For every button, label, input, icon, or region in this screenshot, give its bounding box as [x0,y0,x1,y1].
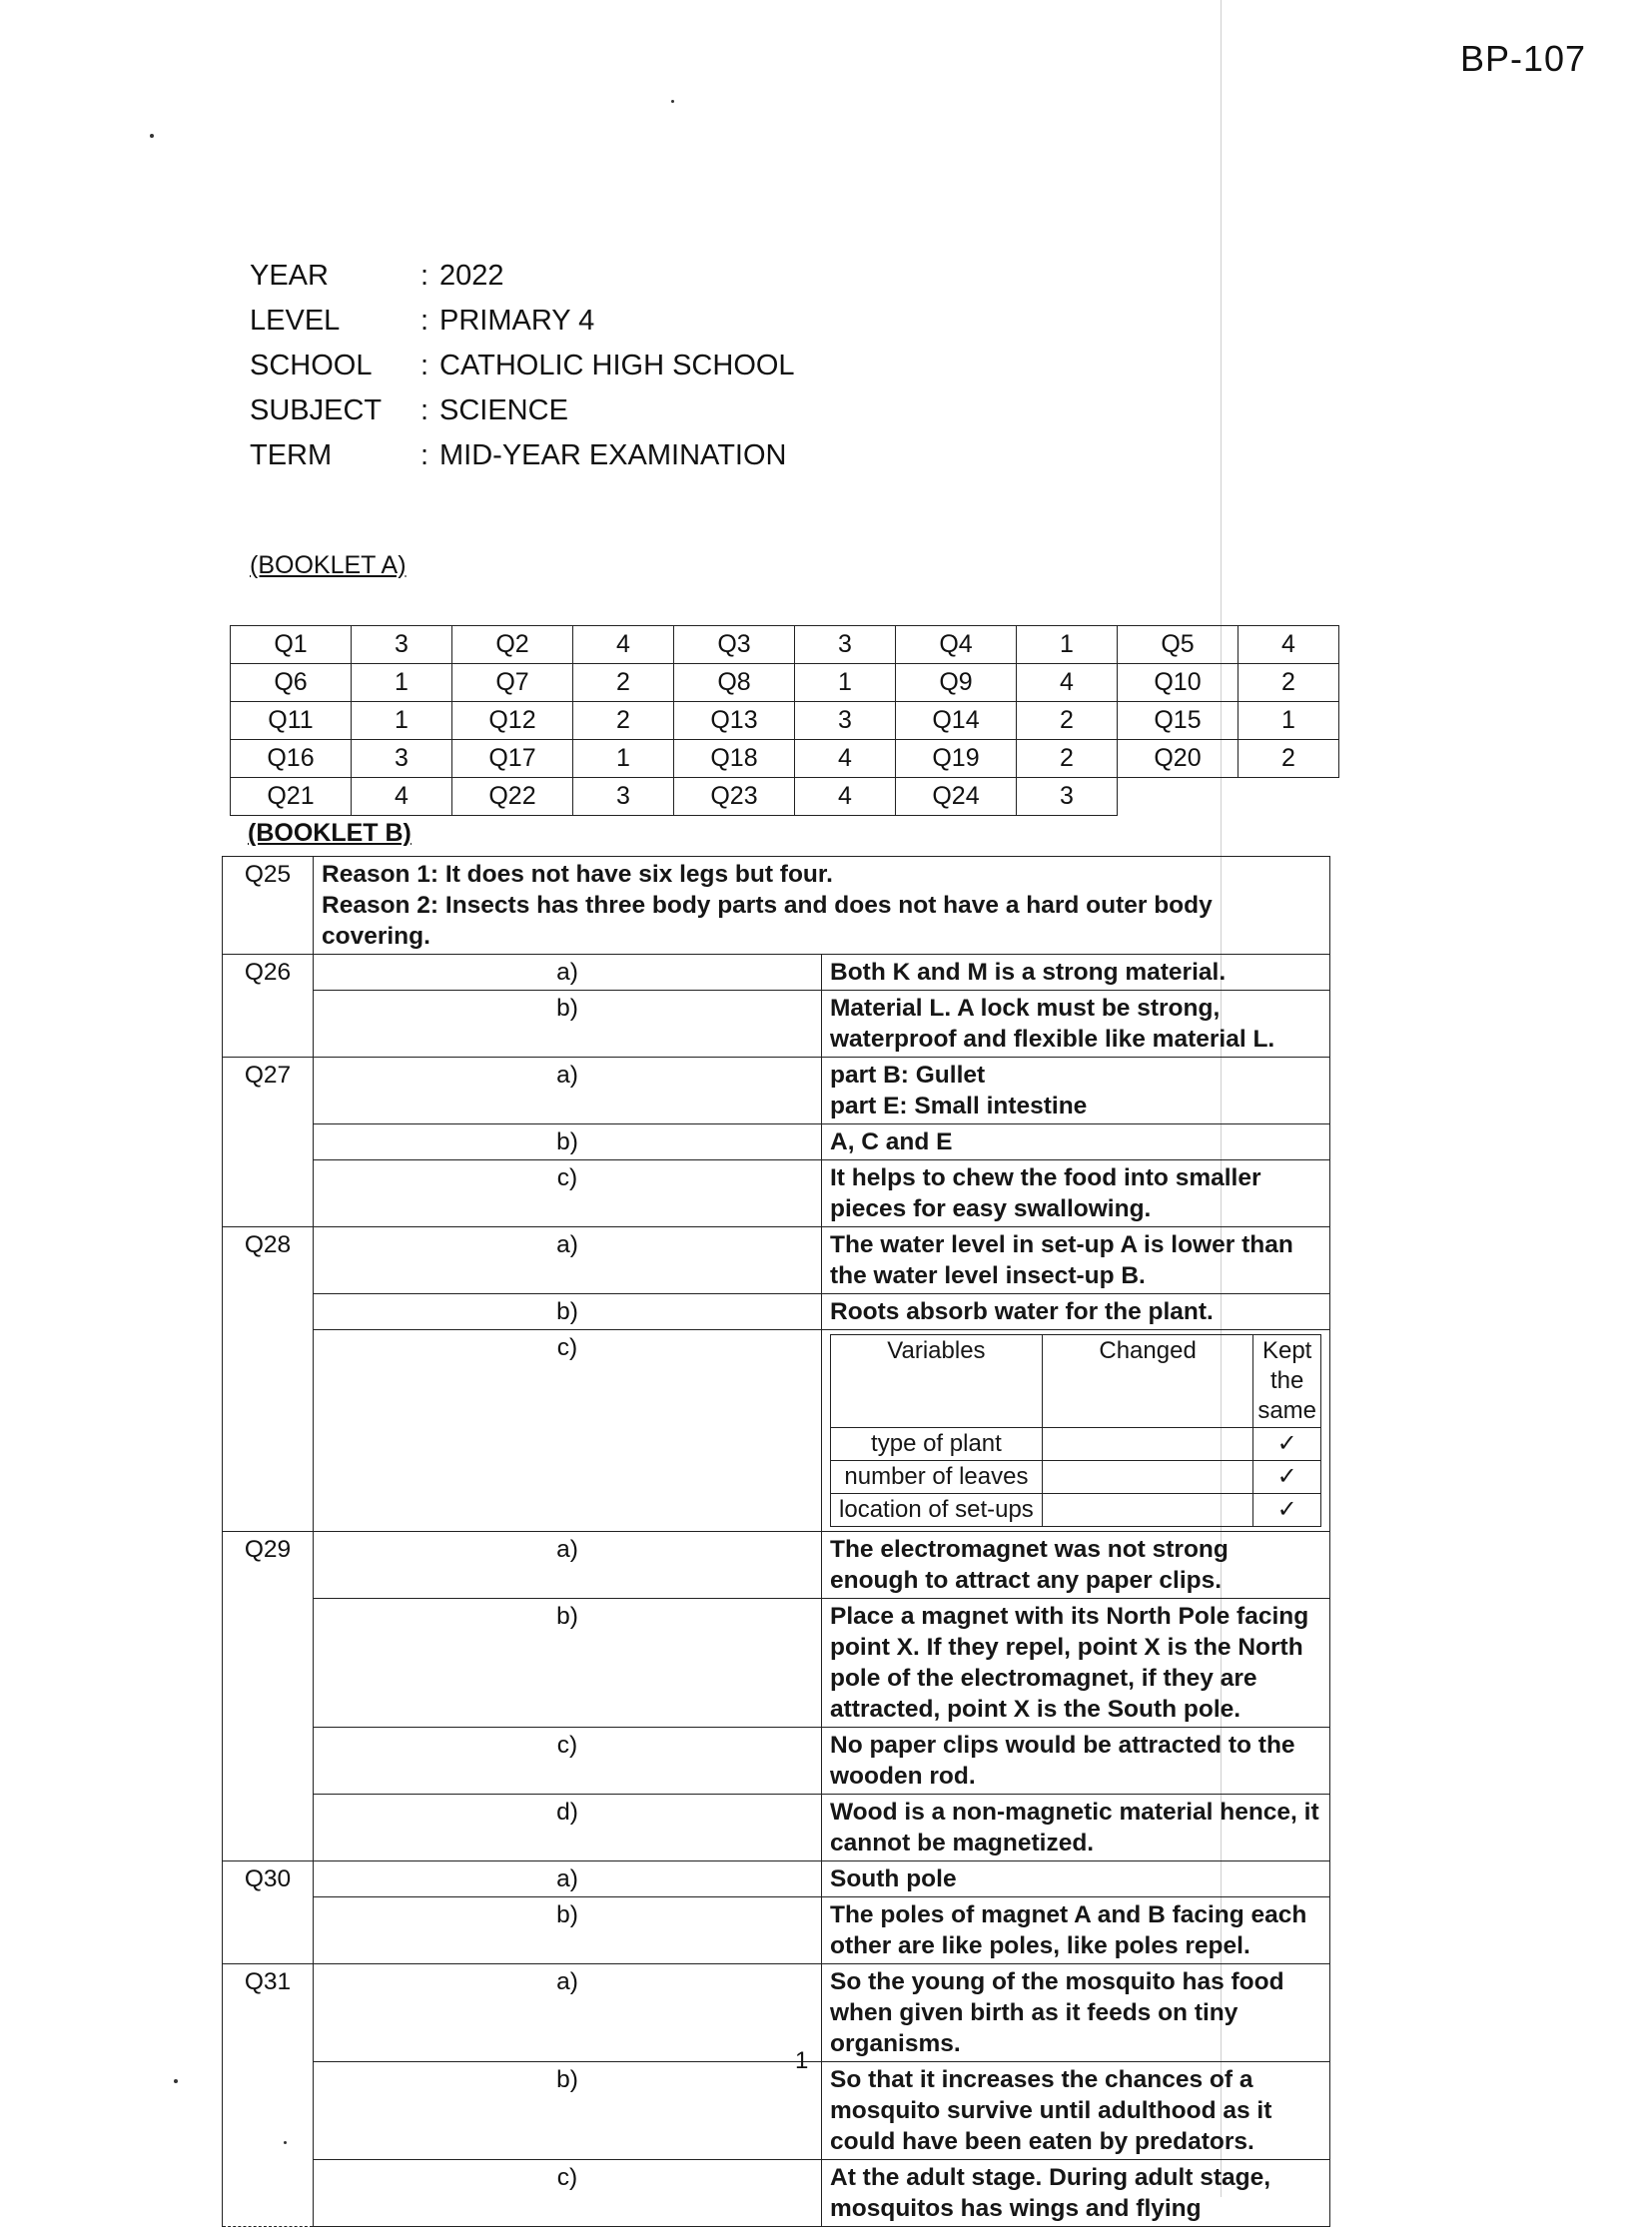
answer-value: 1 [1239,702,1339,740]
question-number: Q25 [223,857,314,955]
header-value: 2022 [439,260,504,292]
question-number: Q24 [896,778,1017,816]
booklet-a-title: (BOOKLET A) [250,551,407,579]
answer-row-q28a [223,1227,1330,1294]
answer-row-q29a [223,1532,1330,1599]
question-number: Q3 [674,626,795,664]
part-label: b) [314,1124,822,1160]
answer-text: A, C and E [822,1124,1330,1160]
answer-line: part B: Gullet [830,1062,986,1089]
part-label: c) [314,1160,822,1227]
empty-cell [1118,778,1239,816]
answer-text: The poles of magnet A and B facing each other are like poles, like poles repel. [822,1897,1330,1964]
answer-value: 3 [795,626,896,664]
page-number: 1 [795,2047,809,2074]
column-header: Kept the same [1253,1335,1321,1428]
answer-text: The electromagnet was not strong enough to attract any paper clips. [822,1532,1330,1599]
table-row [231,664,1339,702]
part-label: a) [314,1532,822,1599]
booklet-a-answer-table [230,625,1339,816]
answer-value: 4 [573,626,674,664]
answer-value: 3 [1017,778,1118,816]
answer-text: At the adult stage. During adult stage, mosquitos has wings and flying [822,2160,1330,2227]
answer-value: 4 [795,740,896,778]
check-mark: ✓ [1253,1428,1321,1461]
answer-row-q29c [223,1728,1330,1795]
answer-row-q28b [223,1294,1330,1330]
column-header: Changed [1042,1335,1252,1428]
answer-row-q28c [223,1330,1330,1532]
changed-cell [1042,1494,1252,1527]
table-row [831,1428,1321,1461]
booklet-b-title: (BOOKLET B) [248,819,412,847]
reason-1: Reason 1: It does not have six legs but four. [322,861,833,888]
question-number: Q10 [1118,664,1239,702]
booklet-b-answer-table [222,856,1330,2227]
answer-text: No paper clips would be attracted to the wooden rod. [822,1728,1330,1795]
answer-value: 2 [1017,702,1118,740]
scan-speck [150,134,154,138]
answer-value: 1 [1017,626,1118,664]
answer-text: The water level in set-up A is lower than the water level insect-up B. [822,1227,1330,1294]
question-number: Q30 [223,1861,314,1964]
part-label: b) [314,991,822,1058]
table-row [831,1494,1321,1527]
question-number: Q22 [452,778,573,816]
variable-name: location of set-ups [831,1494,1043,1527]
header-label: SUBJECT [250,394,383,426]
empty-cell [1239,778,1339,816]
scan-speck [174,2079,178,2083]
question-number: Q31 [223,1964,314,2227]
reason-2: Reason 2: Insects has three body parts and does not have a hard outer body covering. [322,892,1213,950]
answer-value: 1 [352,664,452,702]
answer-row-q31c [223,2160,1330,2227]
page-code: BP-107 [1460,38,1587,79]
header-value: PRIMARY 4 [439,305,595,337]
check-mark: ✓ [1253,1461,1321,1494]
header-label: TERM [250,439,333,471]
question-number: Q5 [1118,626,1239,664]
answer-value: 3 [352,740,452,778]
answer-value: 3 [352,626,452,664]
answer-row-q25 [223,857,1330,955]
header-label: LEVEL [250,305,341,337]
answer-row-q27c [223,1160,1330,1227]
header-row-subject: SUBJECT : SCIENCE [250,388,795,433]
part-label: b) [314,1599,822,1728]
header-label: SCHOOL [250,350,373,381]
answer-value: 1 [795,664,896,702]
answer-text: So the young of the mosquito has food when given birth as it feeds on tiny organisms. [822,1964,1330,2062]
answer-text: Place a magnet with its North Pole facing point X. If they repel, point X is the North pole of the electromagnet, if they are attracted, point X is the South pole. [822,1599,1330,1728]
exam-header [250,254,795,478]
answer-text [822,1058,1330,1124]
answer-value: 4 [795,778,896,816]
question-number: Q15 [1118,702,1239,740]
answer-value: 3 [573,778,674,816]
part-label: a) [314,955,822,991]
answer-text: South pole [822,1861,1330,1897]
answer-row-q27b [223,1124,1330,1160]
question-number: Q14 [896,702,1017,740]
question-number: Q7 [452,664,573,702]
question-number: Q4 [896,626,1017,664]
answer-cell [822,1330,1330,1532]
answer-value: 2 [1017,740,1118,778]
answer-row-q29b [223,1599,1330,1728]
header-row-year: YEAR : 2022 [250,254,795,299]
answer-value: 4 [352,778,452,816]
scan-speck [671,100,674,103]
part-label: c) [314,1330,822,1532]
part-label: b) [314,2062,822,2160]
part-label: d) [314,1795,822,1861]
header-value: CATHOLIC HIGH SCHOOL [439,350,795,381]
part-label: a) [314,1861,822,1897]
answer-value: 4 [1017,664,1118,702]
answer-value: 2 [573,702,674,740]
header-row-term: TERM : MID-YEAR EXAMINATION [250,433,795,478]
answer-text [314,857,1330,955]
answer-row-q31b [223,2062,1330,2160]
question-number: Q2 [452,626,573,664]
answer-text: Roots absorb water for the plant. [822,1294,1330,1330]
answer-text: So that it increases the chances of a mosquito survive until adulthood as it could have been eaten by predators. [822,2062,1330,2160]
part-label: b) [314,1294,822,1330]
answer-value: 2 [1239,740,1339,778]
question-number: Q28 [223,1227,314,1532]
answer-row-q26b [223,991,1330,1058]
answer-row-q26a [223,955,1330,991]
answer-value: 1 [573,740,674,778]
question-number: Q11 [231,702,352,740]
variable-name: type of plant [831,1428,1043,1461]
table-row [231,626,1339,664]
table-row [231,740,1339,778]
answer-text: Both K and M is a strong material. [822,955,1330,991]
question-number: Q23 [674,778,795,816]
part-label: c) [314,2160,822,2227]
header-value: MID-YEAR EXAMINATION [439,439,787,471]
question-number: Q17 [452,740,573,778]
question-number: Q8 [674,664,795,702]
header-label: YEAR [250,260,329,292]
answer-row-q31a [223,1964,1330,2062]
answer-text: Material L. A lock must be strong, waterproof and flexible like material L. [822,991,1330,1058]
answer-row-q29d [223,1795,1330,1861]
table-row [831,1461,1321,1494]
variables-table [830,1334,1321,1527]
check-mark: ✓ [1253,1494,1321,1527]
table-header-row [831,1335,1321,1428]
column-header: Variables [831,1335,1043,1428]
answer-row-q30a [223,1861,1330,1897]
answer-row-q30b [223,1897,1330,1964]
variable-name: number of leaves [831,1461,1043,1494]
answer-value: 3 [795,702,896,740]
part-label: b) [314,1897,822,1964]
question-number: Q21 [231,778,352,816]
question-number: Q9 [896,664,1017,702]
question-number: Q19 [896,740,1017,778]
answer-text: Wood is a non-magnetic material hence, it cannot be magnetized. [822,1795,1330,1861]
question-number: Q1 [231,626,352,664]
changed-cell [1042,1461,1252,1494]
question-number: Q12 [452,702,573,740]
question-number: Q18 [674,740,795,778]
part-label: a) [314,1227,822,1294]
part-label: a) [314,1058,822,1124]
table-row [231,702,1339,740]
changed-cell [1042,1428,1252,1461]
question-number: Q29 [223,1532,314,1861]
table-row [231,778,1339,816]
question-number: Q20 [1118,740,1239,778]
header-row-school: SCHOOL : CATHOLIC HIGH SCHOOL [250,344,795,388]
question-number: Q13 [674,702,795,740]
header-value: SCIENCE [439,394,568,426]
answer-value: 4 [1239,626,1339,664]
answer-value: 2 [1239,664,1339,702]
question-number: Q16 [231,740,352,778]
answer-row-q27a [223,1058,1330,1124]
answer-line: part E: Small intestine [830,1093,1088,1119]
question-number: Q27 [223,1058,314,1227]
answer-value: 2 [573,664,674,702]
part-label: c) [314,1728,822,1795]
answer-text: It helps to chew the food into smaller pieces for easy swallowing. [822,1160,1330,1227]
question-number: Q6 [231,664,352,702]
question-number: Q26 [223,955,314,1058]
header-row-level: LEVEL : PRIMARY 4 [250,299,795,344]
part-label: a) [314,1964,822,2062]
answer-value: 1 [352,702,452,740]
